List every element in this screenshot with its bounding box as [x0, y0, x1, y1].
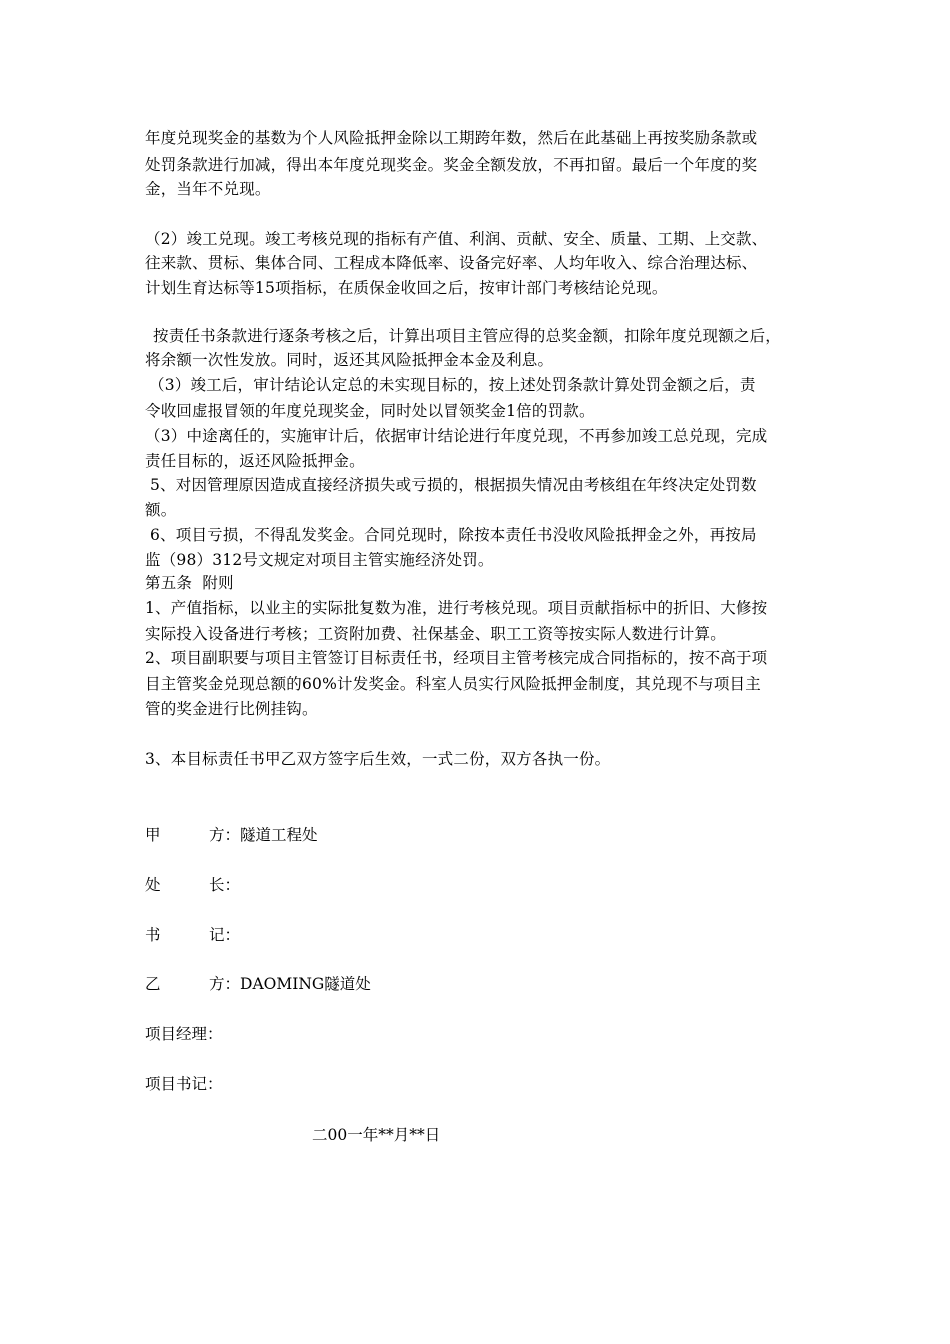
paragraph-line: 按责任书条款进行逐条考核之后，计算出项目主管应得的总奖金额，扣除年度兑现额之后， [153, 327, 782, 345]
paragraph-line: 年度兑现奖金的基数为个人风险抵押金除以工期跨年数，然后在此基础上再按奖励条款或 [145, 129, 758, 147]
paragraph-line: 5、对因管理原因造成直接经济损失或亏损的，根据损失情况由考核组在年终决定处罚数 [150, 476, 757, 494]
paragraph-line: 将余额一次性发放。同时，返还其风险抵押金本金及利息。 [145, 351, 554, 369]
project-manager-label: 项目经理： [145, 1025, 223, 1043]
paragraph-line: 监（98）312号文规定对项目主管实施经济处罚。 [145, 551, 494, 569]
project-secretary-label: 项目书记： [145, 1075, 223, 1093]
director-label-char1: 处 [145, 876, 161, 894]
paragraph-line: 责任目标的，返还风险抵押金。 [145, 452, 365, 470]
secretary-label-char1: 书 [145, 926, 161, 944]
secretary-row [145, 923, 240, 947]
party-a-row [145, 823, 318, 847]
director-label-char2: 长： [209, 876, 241, 894]
party-a-label-char2: 方： [209, 826, 241, 844]
party-a-value: 隧道工程处 [240, 826, 318, 844]
party-b-row [145, 972, 371, 996]
paragraph-line: 处罚条款进行加减，得出本年度兑现奖金。奖金全额发放，不再扣留。最后一个年度的奖 [145, 156, 758, 174]
paragraph-line: 管的奖金进行比例挂钩。 [145, 700, 318, 718]
party-b-label-char1: 乙 [145, 975, 161, 993]
paragraph-line: 令收回虚报冒领的年度兑现奖金，同时处以冒领奖金1倍的罚款。 [145, 402, 595, 420]
paragraph-line: 目主管奖金兑现总额的60%计发奖金。科室人员实行风险抵押金制度，其兑现不与项目主 [145, 675, 761, 693]
paragraph-line: 实际投入设备进行考核；工资附加费、社保基金、职工工资等按实际人数进行计算。 [145, 625, 726, 643]
director-row [145, 873, 240, 897]
party-b-label-char2: 方： [209, 975, 241, 993]
party-b-value: DAOMING隧道处 [240, 975, 371, 993]
paragraph-line: （3）竣工后，审计结论认定总的未实现目标的，按上述处罚条款计算处罚金额之后，责 [149, 376, 756, 394]
paragraph-line: （3）中途离任的，实施审计后，依据审计结论进行年度兑现，不再参加竣工总兑现，完成 [145, 427, 768, 445]
paragraph-line: 6、项目亏损，不得乱发奖金。合同兑现时，除按本责任书没收风险抵押金之外，再按局 [150, 526, 757, 544]
paragraph-line: 计划生育达标等15项指标，在质保金收回之后，按审计部门考核结论兑现。 [145, 279, 668, 297]
paragraph-line: 1、产值指标，以业主的实际批复数为准，进行考核兑现。项目贡献指标中的折旧、大修按 [145, 599, 768, 617]
paragraph-line: 往来款、贯标、集体合同、工程成本降低率、设备完好率、人均年收入、综合治理达标、 [145, 254, 758, 272]
section-title: 第五条 附则 [145, 574, 234, 592]
secretary-label-char2: 记： [209, 926, 241, 944]
paragraph-line: 额。 [145, 501, 177, 519]
paragraph-line: 2、项目副职要与项目主管签订目标责任书，经项目主管考核完成合同指标的，按不高于项 [145, 649, 768, 667]
paragraph-line: 金，当年不兑现。 [145, 180, 271, 198]
signing-date: 二00一年**月**日 [312, 1126, 441, 1144]
party-a-label-char1: 甲 [145, 826, 161, 844]
paragraph-line: 3、本目标责任书甲乙双方签字后生效，一式二份，双方各执一份。 [145, 750, 611, 768]
paragraph-line: （2）竣工兑现。竣工考核兑现的指标有产值、利润、贡献、安全、质量、工期、上交款、 [145, 230, 768, 248]
